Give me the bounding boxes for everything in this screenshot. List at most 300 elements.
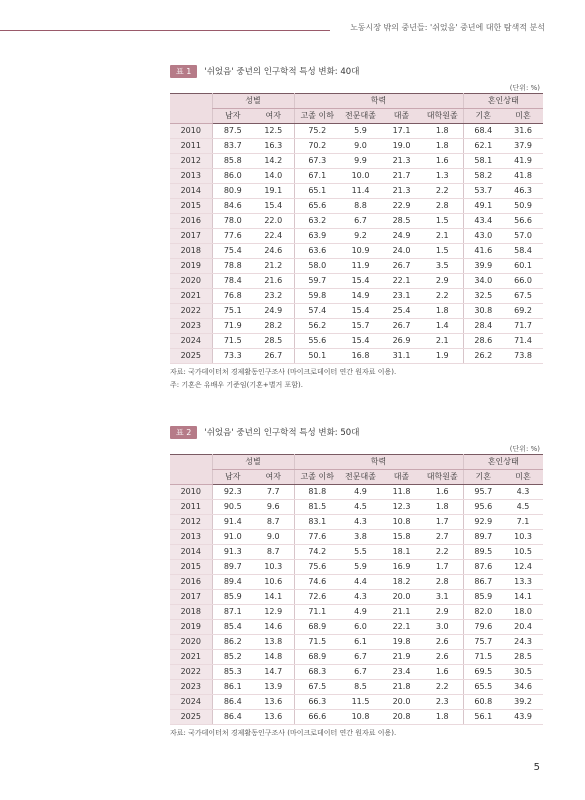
table-cell: 56.1 xyxy=(463,710,503,725)
table-cell: 85.3 xyxy=(212,665,253,680)
table-cell: 91.3 xyxy=(212,545,253,560)
group-header: 성별 xyxy=(212,94,294,109)
table-cell: 89.7 xyxy=(463,530,503,545)
year-cell: 2015 xyxy=(170,560,212,575)
table-cell: 4.3 xyxy=(340,515,381,530)
table-cell: 6.0 xyxy=(340,620,381,635)
table-cell: 14.0 xyxy=(253,169,294,184)
table-cell: 59.8 xyxy=(294,289,340,304)
table-cell: 75.7 xyxy=(463,635,503,650)
table-cell: 15.8 xyxy=(381,530,422,545)
table-cell: 24.3 xyxy=(503,635,543,650)
table-cell: 70.2 xyxy=(294,139,340,154)
table-note: 자료: 국가데이터처 경제활동인구조사 (마이크로데이터 연간 원자료 이용). xyxy=(170,368,397,376)
table-cell: 22.1 xyxy=(381,274,422,289)
column-header: 남자 xyxy=(212,470,253,485)
table-cell: 4.3 xyxy=(340,590,381,605)
table-cell: 2.2 xyxy=(422,680,463,695)
table-cell: 14.2 xyxy=(253,154,294,169)
table-cell: 19.1 xyxy=(253,184,294,199)
year-cell: 2011 xyxy=(170,139,212,154)
table-cell: 69.5 xyxy=(463,665,503,680)
table-cell: 65.6 xyxy=(294,199,340,214)
table-cell: 83.7 xyxy=(212,139,253,154)
table-cell: 71.5 xyxy=(463,650,503,665)
table-cell: 14.1 xyxy=(253,590,294,605)
table-cell: 22.0 xyxy=(253,214,294,229)
year-cell: 2022 xyxy=(170,665,212,680)
table-cell: 10.9 xyxy=(340,244,381,259)
year-cell: 2019 xyxy=(170,620,212,635)
table-cell: 2.6 xyxy=(422,635,463,650)
table-cell: 6.7 xyxy=(340,214,381,229)
table-cell: 21.3 xyxy=(381,184,422,199)
table-cell: 20.4 xyxy=(503,620,543,635)
table-cell: 66.0 xyxy=(503,274,543,289)
year-cell: 2020 xyxy=(170,274,212,289)
data-table xyxy=(170,454,543,725)
table-cell: 71.4 xyxy=(503,334,543,349)
table-cell: 68.9 xyxy=(294,650,340,665)
table-cell: 3.1 xyxy=(422,590,463,605)
column-header: 전문대졸 xyxy=(340,470,381,485)
table-cell: 92.9 xyxy=(463,515,503,530)
table-tag: 표 2 xyxy=(170,426,197,439)
table-cell: 86.0 xyxy=(212,169,253,184)
table-cell: 49.1 xyxy=(463,199,503,214)
year-header-cell xyxy=(170,455,212,485)
column-header: 고졸 이하 xyxy=(294,470,340,485)
table-row xyxy=(170,304,543,319)
column-header: 대학원졸 xyxy=(422,470,463,485)
table-cell: 1.5 xyxy=(422,214,463,229)
table-cell: 8.7 xyxy=(253,515,294,530)
table-cell: 1.4 xyxy=(422,319,463,334)
table-cell: 28.5 xyxy=(253,334,294,349)
table-cell: 43.4 xyxy=(463,214,503,229)
table-cell: 30.5 xyxy=(503,665,543,680)
table-note: 주: 기혼은 유배우 기준임(기혼+별거 포함). xyxy=(170,381,304,389)
table-unit: (단위: %) xyxy=(509,84,540,92)
table-cell: 80.9 xyxy=(212,184,253,199)
table-cell: 1.7 xyxy=(422,515,463,530)
table-cell: 18.2 xyxy=(381,575,422,590)
table-cell: 10.3 xyxy=(503,530,543,545)
table-cell: 26.2 xyxy=(463,349,503,364)
table-cell: 8.8 xyxy=(340,199,381,214)
table-cell: 6.7 xyxy=(340,650,381,665)
table-cell: 5.5 xyxy=(340,545,381,560)
column-header: 대졸 xyxy=(381,470,422,485)
table-row xyxy=(170,545,543,560)
year-cell: 2016 xyxy=(170,214,212,229)
year-cell: 2025 xyxy=(170,349,212,364)
table-cell: 57.4 xyxy=(294,304,340,319)
table-cell: 1.8 xyxy=(422,500,463,515)
table-cell: 66.3 xyxy=(294,695,340,710)
table-cell: 7.1 xyxy=(503,515,543,530)
table-cell: 30.8 xyxy=(463,304,503,319)
table-cell: 20.0 xyxy=(381,695,422,710)
table-title-text: '쉬었음' 중년의 인구학적 특성 변화: 50대 xyxy=(204,428,360,438)
table-cell: 65.5 xyxy=(463,680,503,695)
year-cell: 2014 xyxy=(170,545,212,560)
table-cell: 14.6 xyxy=(253,620,294,635)
table-cell: 63.2 xyxy=(294,214,340,229)
table-row xyxy=(170,560,543,575)
table-cell: 14.1 xyxy=(503,590,543,605)
table-cell: 90.5 xyxy=(212,500,253,515)
table-cell: 71.5 xyxy=(212,334,253,349)
running-header: 노동시장 밖의 중년들: '쉬었음' 중년에 대한 탐색적 분석 xyxy=(350,23,545,32)
table-row xyxy=(170,259,543,274)
sub-header-row xyxy=(170,470,543,485)
table-cell: 1.8 xyxy=(422,710,463,725)
table-cell: 9.9 xyxy=(340,154,381,169)
year-cell: 2013 xyxy=(170,530,212,545)
table-row xyxy=(170,349,543,364)
table-cell: 67.3 xyxy=(294,154,340,169)
column-header: 대졸 xyxy=(381,109,422,124)
table-cell: 10.0 xyxy=(340,169,381,184)
table-cell: 10.8 xyxy=(381,515,422,530)
table-cell: 41.8 xyxy=(503,169,543,184)
year-cell: 2023 xyxy=(170,680,212,695)
table-cell: 2.8 xyxy=(422,575,463,590)
table-cell: 6.7 xyxy=(340,665,381,680)
table-cell: 4.4 xyxy=(340,575,381,590)
table-cell: 21.8 xyxy=(381,680,422,695)
table-cell: 13.6 xyxy=(253,695,294,710)
table-cell: 14.8 xyxy=(253,650,294,665)
table-cell: 86.1 xyxy=(212,680,253,695)
table-cell: 5.9 xyxy=(340,124,381,139)
table-cell: 15.4 xyxy=(340,274,381,289)
table-cell: 26.9 xyxy=(381,334,422,349)
year-cell: 2018 xyxy=(170,244,212,259)
table-row xyxy=(170,334,543,349)
table-row xyxy=(170,154,543,169)
year-cell: 2017 xyxy=(170,229,212,244)
table-cell: 26.7 xyxy=(381,319,422,334)
table-cell: 21.6 xyxy=(253,274,294,289)
table-cell: 58.2 xyxy=(463,169,503,184)
year-cell: 2024 xyxy=(170,695,212,710)
table-cell: 71.9 xyxy=(212,319,253,334)
column-header: 전문대졸 xyxy=(340,109,381,124)
table-cell: 3.8 xyxy=(340,530,381,545)
table-cell: 25.4 xyxy=(381,304,422,319)
table-cell: 86.4 xyxy=(212,710,253,725)
table-cell: 22.4 xyxy=(253,229,294,244)
table-cell: 68.9 xyxy=(294,620,340,635)
table-cell: 16.9 xyxy=(381,560,422,575)
table-cell: 21.3 xyxy=(381,154,422,169)
table-cell: 87.6 xyxy=(463,560,503,575)
table-row xyxy=(170,139,543,154)
table-cell: 6.1 xyxy=(340,635,381,650)
group-header: 혼인상태 xyxy=(463,455,543,470)
table-cell: 12.9 xyxy=(253,605,294,620)
year-cell: 2020 xyxy=(170,635,212,650)
table-cell: 2.2 xyxy=(422,289,463,304)
header-rule xyxy=(0,30,330,31)
table-cell: 83.1 xyxy=(294,515,340,530)
table-cell: 75.1 xyxy=(212,304,253,319)
table-cell: 89.5 xyxy=(463,545,503,560)
table-cell: 1.3 xyxy=(422,169,463,184)
table-cell: 50.9 xyxy=(503,199,543,214)
table-cell: 41.9 xyxy=(503,154,543,169)
table-cell: 1.6 xyxy=(422,665,463,680)
table-cell: 69.2 xyxy=(503,304,543,319)
table-row xyxy=(170,575,543,590)
year-cell: 2022 xyxy=(170,304,212,319)
table-cell: 2.6 xyxy=(422,650,463,665)
table-cell: 77.6 xyxy=(294,530,340,545)
table-row xyxy=(170,214,543,229)
table-cell: 14.7 xyxy=(253,665,294,680)
table-row xyxy=(170,695,543,710)
table-cell: 82.0 xyxy=(463,605,503,620)
table-cell: 79.6 xyxy=(463,620,503,635)
table-row xyxy=(170,485,543,500)
table-cell: 1.9 xyxy=(422,349,463,364)
table-cell: 1.7 xyxy=(422,560,463,575)
table-cell: 26.7 xyxy=(381,259,422,274)
year-cell: 2010 xyxy=(170,124,212,139)
table-cell: 37.9 xyxy=(503,139,543,154)
table-cell: 56.2 xyxy=(294,319,340,334)
table-cell: 68.4 xyxy=(463,124,503,139)
table-cell: 10.6 xyxy=(253,575,294,590)
table-cell: 15.4 xyxy=(253,199,294,214)
table-cell: 55.6 xyxy=(294,334,340,349)
table-title xyxy=(170,64,543,78)
table-row xyxy=(170,635,543,650)
year-cell: 2012 xyxy=(170,154,212,169)
year-cell: 2023 xyxy=(170,319,212,334)
table-cell: 73.8 xyxy=(503,349,543,364)
table-cell: 85.9 xyxy=(212,590,253,605)
table-cell: 12.3 xyxy=(381,500,422,515)
group-header-row xyxy=(170,455,543,470)
table-cell: 22.1 xyxy=(381,620,422,635)
table-cell: 62.1 xyxy=(463,139,503,154)
table-cell: 20.0 xyxy=(381,590,422,605)
table-cell: 67.1 xyxy=(294,169,340,184)
table-cell: 1.6 xyxy=(422,485,463,500)
table-row xyxy=(170,289,543,304)
table-cell: 1.6 xyxy=(422,154,463,169)
table-cell: 72.6 xyxy=(294,590,340,605)
table-row xyxy=(170,620,543,635)
table-cell: 28.4 xyxy=(463,319,503,334)
table-cell: 17.1 xyxy=(381,124,422,139)
table-cell: 19.0 xyxy=(381,139,422,154)
table-cell: 89.7 xyxy=(212,560,253,575)
table-cell: 13.6 xyxy=(253,710,294,725)
table-title-text: '쉬었음' 중년의 인구학적 특성 변화: 40대 xyxy=(204,67,360,77)
table-cell: 4.9 xyxy=(340,605,381,620)
table-cell: 2.3 xyxy=(422,695,463,710)
group-header: 혼인상태 xyxy=(463,94,543,109)
table-cell: 89.4 xyxy=(212,575,253,590)
table-cell: 65.1 xyxy=(294,184,340,199)
table-cell: 5.9 xyxy=(340,560,381,575)
table-cell: 91.4 xyxy=(212,515,253,530)
table-cell: 18.0 xyxy=(503,605,543,620)
table-cell: 91.0 xyxy=(212,530,253,545)
table-cell: 13.3 xyxy=(503,575,543,590)
table-cell: 10.3 xyxy=(253,560,294,575)
table-cell: 73.3 xyxy=(212,349,253,364)
table-row xyxy=(170,665,543,680)
table-cell: 74.6 xyxy=(294,575,340,590)
table-cell: 75.2 xyxy=(294,124,340,139)
table-cell: 1.5 xyxy=(422,244,463,259)
data-table xyxy=(170,93,543,364)
table-title xyxy=(170,425,543,439)
table-cell: 31.1 xyxy=(381,349,422,364)
table-row xyxy=(170,530,543,545)
table-cell: 39.2 xyxy=(503,695,543,710)
table-cell: 31.6 xyxy=(503,124,543,139)
table-cell: 24.0 xyxy=(381,244,422,259)
table-cell: 81.5 xyxy=(294,500,340,515)
table-cell: 78.4 xyxy=(212,274,253,289)
table-row xyxy=(170,590,543,605)
table-row xyxy=(170,710,543,725)
table-block-2 xyxy=(170,425,543,738)
table-cell: 21.7 xyxy=(381,169,422,184)
table-row xyxy=(170,184,543,199)
table-cell: 28.5 xyxy=(381,214,422,229)
table-cell: 95.6 xyxy=(463,500,503,515)
group-header: 학력 xyxy=(294,94,463,109)
table-cell: 39.9 xyxy=(463,259,503,274)
table-row xyxy=(170,319,543,334)
table-cell: 15.7 xyxy=(340,319,381,334)
table-cell: 58.1 xyxy=(463,154,503,169)
table-cell: 50.1 xyxy=(294,349,340,364)
table-cell: 11.8 xyxy=(381,485,422,500)
table-cell: 11.9 xyxy=(340,259,381,274)
table-cell: 85.2 xyxy=(212,650,253,665)
table-cell: 4.5 xyxy=(503,500,543,515)
table-cell: 75.6 xyxy=(294,560,340,575)
table-cell: 43.0 xyxy=(463,229,503,244)
table-cell: 3.0 xyxy=(422,620,463,635)
year-cell: 2011 xyxy=(170,500,212,515)
table-cell: 85.9 xyxy=(463,590,503,605)
table-cell: 19.8 xyxy=(381,635,422,650)
table-cell: 12.5 xyxy=(253,124,294,139)
table-cell: 67.5 xyxy=(503,289,543,304)
table-cell: 23.2 xyxy=(253,289,294,304)
table-cell: 58.4 xyxy=(503,244,543,259)
table-cell: 87.5 xyxy=(212,124,253,139)
column-header: 여자 xyxy=(253,470,294,485)
table-cell: 9.2 xyxy=(340,229,381,244)
column-header: 여자 xyxy=(253,109,294,124)
table-cell: 13.8 xyxy=(253,635,294,650)
table-cell: 87.1 xyxy=(212,605,253,620)
table-cell: 8.5 xyxy=(340,680,381,695)
table-cell: 16.8 xyxy=(340,349,381,364)
table-cell: 9.6 xyxy=(253,500,294,515)
table-cell: 21.9 xyxy=(381,650,422,665)
table-cell: 28.6 xyxy=(463,334,503,349)
table-cell: 15.4 xyxy=(340,304,381,319)
table-cell: 1.8 xyxy=(422,139,463,154)
table-cell: 9.0 xyxy=(253,530,294,545)
table-cell: 20.8 xyxy=(381,710,422,725)
table-cell: 21.2 xyxy=(253,259,294,274)
table-cell: 1.8 xyxy=(422,124,463,139)
column-header: 대학원졸 xyxy=(422,109,463,124)
table-cell: 75.4 xyxy=(212,244,253,259)
year-cell: 2012 xyxy=(170,515,212,530)
table-cell: 43.9 xyxy=(503,710,543,725)
table-cell: 13.9 xyxy=(253,680,294,695)
table-cell: 9.0 xyxy=(340,139,381,154)
column-header: 남자 xyxy=(212,109,253,124)
table-cell: 34.6 xyxy=(503,680,543,695)
table-cell: 2.1 xyxy=(422,334,463,349)
table-cell: 24.9 xyxy=(253,304,294,319)
table-row xyxy=(170,605,543,620)
table-cell: 26.7 xyxy=(253,349,294,364)
table-cell: 2.2 xyxy=(422,184,463,199)
year-cell: 2019 xyxy=(170,259,212,274)
table-cell: 15.4 xyxy=(340,334,381,349)
column-header: 고졸 이하 xyxy=(294,109,340,124)
table-cell: 16.3 xyxy=(253,139,294,154)
table-row xyxy=(170,169,543,184)
table-cell: 2.9 xyxy=(422,274,463,289)
table-cell: 63.6 xyxy=(294,244,340,259)
table-cell: 28.5 xyxy=(503,650,543,665)
table-row xyxy=(170,650,543,665)
year-header-cell xyxy=(170,94,212,124)
table-cell: 57.0 xyxy=(503,229,543,244)
table-cell: 85.4 xyxy=(212,620,253,635)
table-cell: 71.1 xyxy=(294,605,340,620)
table-cell: 56.6 xyxy=(503,214,543,229)
year-cell: 2015 xyxy=(170,199,212,214)
table-row xyxy=(170,244,543,259)
table-cell: 2.2 xyxy=(422,545,463,560)
table-cell: 1.8 xyxy=(422,304,463,319)
table-cell: 2.7 xyxy=(422,530,463,545)
table-cell: 68.3 xyxy=(294,665,340,680)
table-cell: 24.6 xyxy=(253,244,294,259)
table-cell: 59.7 xyxy=(294,274,340,289)
year-cell: 2017 xyxy=(170,590,212,605)
year-cell: 2021 xyxy=(170,289,212,304)
table-cell: 53.7 xyxy=(463,184,503,199)
year-cell: 2024 xyxy=(170,334,212,349)
column-header: 기혼 xyxy=(463,109,503,124)
table-cell: 63.9 xyxy=(294,229,340,244)
table-cell: 74.2 xyxy=(294,545,340,560)
table-cell: 11.4 xyxy=(340,184,381,199)
table-cell: 60.1 xyxy=(503,259,543,274)
table-cell: 58.0 xyxy=(294,259,340,274)
table-cell: 4.9 xyxy=(340,485,381,500)
year-cell: 2021 xyxy=(170,650,212,665)
